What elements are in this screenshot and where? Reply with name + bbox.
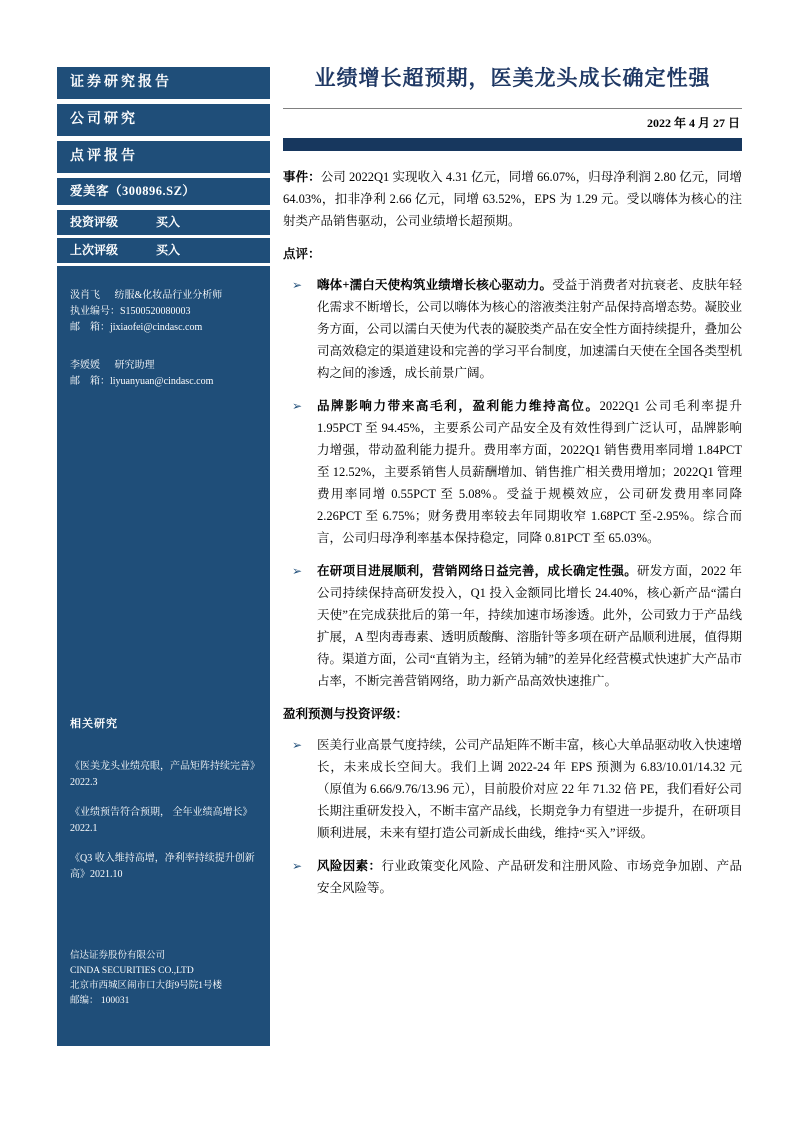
event-text: 公司 2022Q1 实现收入 4.31 亿元，同增 66.07%，归母净利润 2.80 亿元，同增 64.03%，扣非净利 2.66 亿元，同增 63.52%，EPS 为 1.29 元。受以嗨体为核心的注射类产品销售驱动，公司业绩增长超预期。 (283, 170, 742, 228)
analyst-2 (70, 358, 262, 390)
bullet-body: 研发方面，2022 年公司持续保持高研发投入，Q1 投入金额同比增长 24.40%，核心新产品“濡白天使”在完成获批后的第一年，持续加速市场渗透。此外，公司致力于产品线扩展，A 型肉毒毒素、透明质酸酶、溶脂针等多项在研产品顺利进展，值得期待。渠道方面，公司“直销为主，经销为辅”的差异化经营模式快速扩大产品市占率，不断完善营销网络，助力新产品高效快速推广。 (317, 564, 742, 688)
bullet-text (317, 855, 742, 899)
bullet-lead: 品牌影响力带来高毛利，盈利能力维持高位。 (317, 399, 600, 413)
sidebar-category: 公司研究 (57, 104, 270, 136)
arrow-bullet-icon: ➢ (292, 278, 303, 292)
related-research-item: 《Q3 收入维持高增，净利率持续提升创新高》2021.10 (70, 853, 255, 880)
arrow-bullet-icon: ➢ (292, 859, 303, 873)
bullet-body: 医美行业高景气度持续，公司产品矩阵不断丰富，核心大单品驱动收入快速增长，未来成长空间大。我们上调 2022-24 年 EPS 预测为 6.83/10.01/14.32 元（原值为 6.66/9.76/13.96 元），目前股价对应 22 年 71.32 倍 PE，我们看好公司长期注重研发投入，不断丰富产品线，长期竞争力有望进一步提升，在研项目顺利进展，未来有望打造公司新成长曲线，维持“买入”评级。 (317, 738, 743, 840)
analyst-1-name: 汲肖飞 (70, 290, 100, 301)
arrow-bullet-icon: ➢ (292, 738, 303, 752)
bullet-text (317, 395, 742, 549)
analyst-2-name: 李媛媛 (70, 360, 100, 371)
analyst-1-cert: 执业编号：S1500520080003 (70, 306, 191, 317)
analyst-1-email: 邮 箱：jixiaofei@cindasc.com (70, 322, 203, 333)
sidebar-report-type: 证券研究报告 (57, 67, 270, 99)
footer-company-en: CINDA SECURITIES CO.,LTD (70, 966, 194, 976)
bullet-body: 行业政策变化风险、产品研发和注册风险、市场竞争加剧、产品安全风险等。 (317, 859, 742, 895)
analyst-2-title: 研究助理 (114, 360, 155, 371)
bullet-pipeline (283, 560, 742, 692)
related-research-item: 《业绩预告符合预期， 全年业绩高增长》2022.1 (70, 807, 253, 834)
rating-label: 投资评级 (70, 215, 119, 229)
forecast-section-label: 盈利预测与投资评级： (283, 707, 409, 721)
rating-value: 买入 (156, 215, 181, 229)
footer-address: 北京市西城区闹市口大街9号院1号楼 (70, 981, 223, 991)
prev-rating-label: 上次评级 (70, 243, 119, 257)
arrow-bullet-icon: ➢ (292, 564, 303, 578)
analyst-1-title: 纺服&化妆品行业分析师 (114, 290, 223, 301)
bullet-risk (283, 855, 742, 899)
analyst-section (70, 288, 262, 412)
report-body (283, 151, 742, 899)
arrow-bullet-icon: ➢ (292, 399, 303, 413)
main-content (283, 62, 742, 910)
prev-rating-value: 买入 (156, 243, 181, 257)
sidebar-info-block (57, 266, 270, 1046)
company-footer (70, 949, 262, 1009)
related-research-list (70, 759, 260, 897)
event-paragraph (283, 166, 742, 232)
sidebar-report-kind: 点评报告 (57, 141, 270, 173)
analyst-2-name-row (70, 358, 262, 374)
related-research-item: 《医美龙头业绩亮眼，产品矩阵持续完善》2022.3 (70, 761, 260, 788)
bullet-forecast (283, 734, 742, 844)
analyst-1-name-row (70, 288, 262, 304)
rating-row (57, 210, 270, 235)
bullet-text (317, 560, 742, 692)
bullet-text (317, 734, 742, 844)
sidebar-company-ticker: 爱美客（300896.SZ） (57, 178, 270, 205)
footer-company-cn: 信达证券股份有限公司 (70, 951, 166, 961)
analyst-2-email: 邮 箱：liyuanyuan@cindasc.com (70, 376, 214, 387)
comment-label: 点评： (283, 247, 321, 261)
bullet-body: 受益于消费者对抗衰老、皮肤年轻化需求不断增长，公司以嗨体为核心的溶液类注射产品保持高增态势。凝胶业务方面，公司以濡白天使为代表的凝胶类产品在安全性方面持续提升，叠加公司高效稳定的渠道建设和完善的学习平台制度，加速濡白天使在全国各类型机构之间的渗透，成长前景广阔。 (317, 278, 743, 380)
report-date: 2022 年 4 月 27 日 (283, 108, 742, 138)
footer-postcode: 邮编： 100031 (70, 996, 130, 1006)
bullet-lead: 嗨体+濡白天使构筑业绩增长核心驱动力。 (317, 278, 553, 292)
report-title: 业绩增长超预期，医美龙头成长确定性强 (314, 66, 711, 90)
bullet-margin (283, 395, 742, 549)
sidebar (57, 67, 270, 1046)
bullet-body: 2022Q1 公司毛利率提升 1.95PCT 至 94.45%，主要系公司产品安全及有效性得到广泛认可，品牌影响力增强，带动盈利能力提升。费用率方面，2022Q1 销售费用率同增 1.84PCT 至 12.52%，主要系销售人员薪酬增加、销售推广相关费用增加；2022Q1 管理费用率同增 0.55PCT 至 5.08%。受益于规模效应，公司研发费用率同降 2.26PCT 至 6.75%；财务费用率较去年同期收窄 1.68PCT 至-2.95%。综合而言，公司归母净利率基本保持稳定，同降 0.81PCT 至 65.03%。 (317, 399, 742, 545)
prev-rating-row (57, 238, 270, 263)
bullet-lead: 在研项目进展顺利，营销网络日益完善，成长确定性强。 (317, 564, 638, 578)
analyst-1 (70, 288, 262, 336)
bullet-lead: 风险因素： (317, 859, 382, 873)
event-label: 事件： (283, 170, 321, 184)
related-research-title: 相关研究 (70, 718, 118, 730)
bullet-driver (283, 274, 742, 384)
bullet-text (317, 274, 742, 384)
divider-bar (283, 138, 742, 151)
